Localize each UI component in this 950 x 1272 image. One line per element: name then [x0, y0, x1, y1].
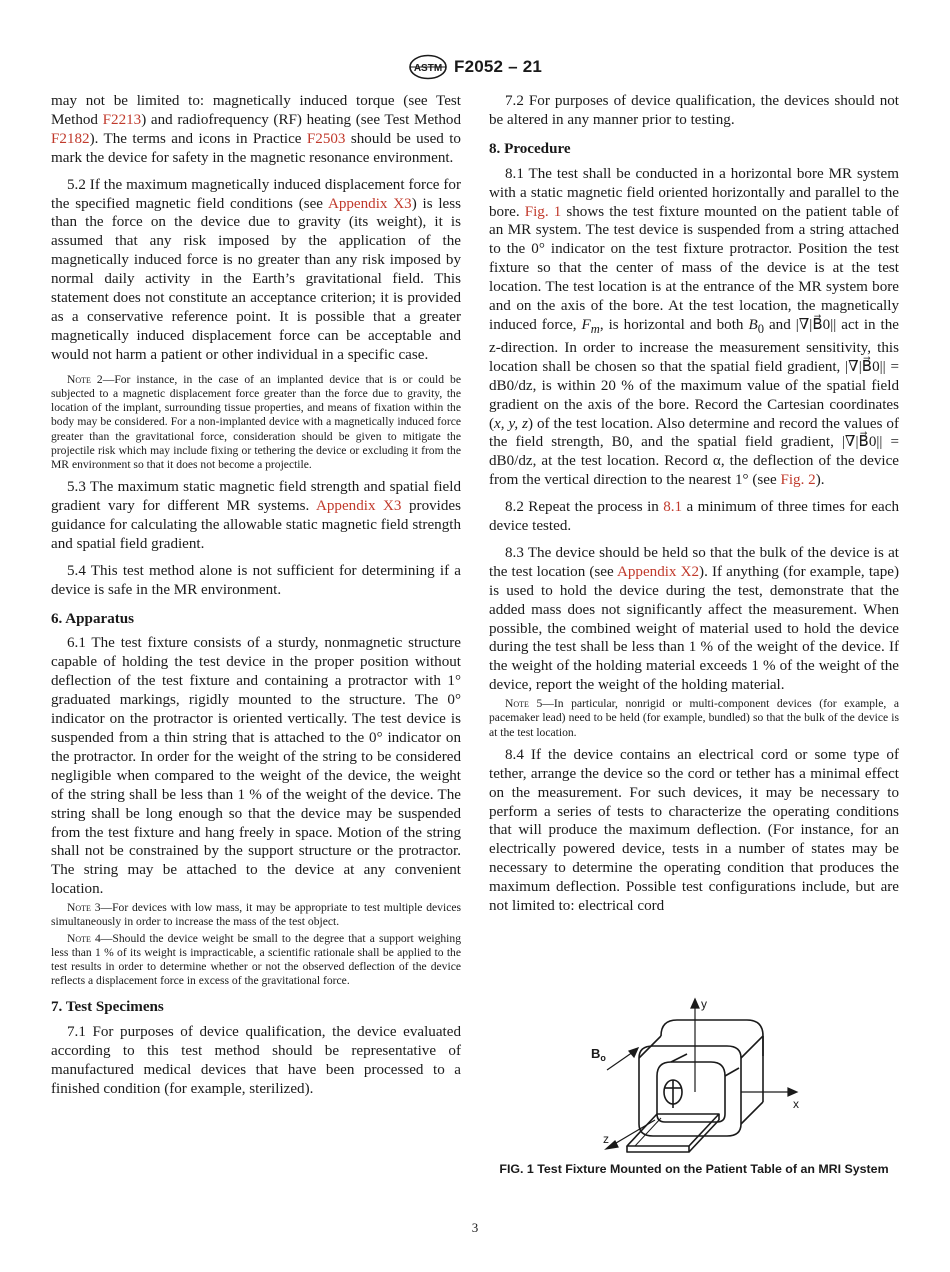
paragraph-7-2: 7.2 For purposes of device qualification, the devices should not be altered in any manner prior to testing.: [489, 93, 899, 128]
figure-1: [489, 996, 899, 1178]
link-f2503[interactable]: F2503: [306, 130, 346, 147]
link-section-8-1[interactable]: 8.1: [663, 499, 683, 516]
svg-text:ASTM: ASTM: [413, 63, 443, 74]
paragraph-5-3: 5.3 The maximum static magnetic field strength and spatial field gradient vary for different MR systems. Appendix X3 provides guidance for calculating the allowable static magnetic field strength and spatial field gradient.: [51, 479, 461, 552]
section-heading-apparatus: 6. Apparatus: [51, 610, 135, 627]
left-column: [51, 92, 461, 1107]
link-f2182[interactable]: F2182: [51, 130, 90, 147]
paragraph-8-1: 8.1 The test shall be conducted in a horizontal bore MR system with a static magnetic field oriented horizontally and parallel to the bore. Fig. 1 shows the test fixture mounted on the patient table of an MR system. The test device is suspended from a string attached to the 0° indicator on the test fixture protractor. Position the test fixture so that the center of mass of the device is at the test location. The test location is at the entrance of the MR system bore and on the axis of the bore. At the test location, the magnetically induced force, $F_m$, is horizontal and both $B_0$ and |∇|B⃗0|| act in the z-direction. In order to increase the measurement sensitivity, this location shall be chosen so that the spatial field gradient, |∇|B⃗0|| = dB0/dz, is within 20 % of the maximum value of the spatial field gradient on the axis of the bore. Record the Cartesian coordinates (x, y, z) of the test location. Also determine and record the values of the field strength, B0, and the spatial field gradient, |∇|B⃗0|| = dB0/dz, at the test location. Record α, the deflection of the device from the vertical direction to the nearest 1° (see Fig. 2).: [489, 165, 899, 489]
page-number: 3: [471, 1220, 479, 1235]
link-appendix-x3[interactable]: Appendix X3: [327, 195, 412, 212]
note-3: Note 3—For devices with low mass, it may be appropriate to test multiple devices simultaneously in order to increase the mass of the test object.: [51, 901, 461, 929]
link-f2213[interactable]: F2213: [102, 111, 142, 128]
page-header: [0, 54, 950, 85]
link-appendix-x2[interactable]: Appendix X2: [616, 563, 700, 580]
paragraph-8-2: 8.2 Repeat the process in 8.1 a minimum of three times for each device tested.: [489, 499, 900, 535]
note-2: Note 2—For instance, in the case of an implanted device that is or could be subjected to a magnetic displacement force greater than the force due to gravity, the location of the implant, surrounding tissue properties, and means of fixation within the body may be considered. For a non-implanted device with a magnetically induced force greater than the gravitational force, consideration should be given to mitigate the projectile risk which may include fixing or tethering the device or excluding it from the MR environment so that it does not become a projectile.: [51, 372, 461, 471]
paragraph-5-1-continued: may not be limited to: magnetically induced torque (see Test Method F2213) and radiofrequency (RF) heating (see Test Method F2182). The terms and icons in Practice F2503 should be used to mark the device for safety in the magnetic resonance environment.: [51, 93, 461, 166]
right-column: [489, 92, 899, 924]
note-5: Note 5—In particular, nonrigid or multi-component devices (for example, a pacemaker lead) need to be held (for example, bundled) so that the bulk of the device is at the test location.: [489, 697, 900, 739]
paragraph-8-3: 8.3 The device should be held so that the bulk of the device is at the test location (see Appendix X2). If anything (for example, tape) is used to hold the device during the test, demonstrate that the added mass does not significantly affect the measurement. When possible, the combined weight of material used to hold the device during the test shall be less than 1 % of the weight of the device. If the weight of the holding material exceeds 1 % of the weight of the device, report the weight of the holding material.: [489, 544, 899, 694]
axis-label-y: y: [701, 997, 707, 1011]
mri-bore-diagram: [569, 996, 819, 1156]
astm-logo-icon: [408, 54, 448, 80]
figure-caption: FIG. 1 Test Fixture Mounted on the Patient Table of an MRI System: [499, 1162, 889, 1176]
link-fig-2[interactable]: Fig. 2: [780, 472, 816, 489]
section-heading-procedure: 8. Procedure: [489, 140, 571, 157]
paragraph-7-1: 7.1 For purposes of device qualification, the device evaluated according to this test method should be representative of manufactured medical devices that have been processed to a finished condition (for example, sterilized).: [51, 1024, 461, 1097]
section-heading-test-specimens: 7. Test Specimens: [51, 999, 164, 1016]
paragraph-5-2: 5.2 If the maximum magnetically induced displacement force for the specified magnetic field conditions (see Appendix X3) is less than the force on the device due to gravity (its weight), it is assumed that any risk imposed by the application of the magnetically induced force is no greater than any risk imposed by normal daily activity in the Earth’s gravitational field. This statement does not constitute an acceptance criterion; it is provided as a conservative reference point. It is possible that a greater magnetically induced displacement force can be acceptable and would not harm a patient or other individual in a specific case.: [51, 176, 461, 363]
field-label-b0: $B_o$: [591, 1046, 606, 1063]
standard-number: F2052 – 21: [453, 57, 542, 76]
paragraph-5-4: 5.4 This test method alone is not sufficient for determining if a device is safe in the MR environment.: [51, 562, 461, 598]
axis-label-z: z: [603, 1132, 609, 1146]
link-fig-1[interactable]: Fig. 1: [524, 203, 562, 220]
paragraph-8-4: 8.4 If the device contains an electrical cord or some type of tether, arrange the device so the cord or tether has a minimal effect on the measurement. For such devices, it may be necessary to perform a series of tests to characterize the operating conditions that will produce the maximum deflection. (For instance, for an electrically powered device, tests in a number of states may be necessary to determine the operating condition that produces the maximum deflection. Possible test configurations include, but are not limited to: electrical cord: [489, 746, 899, 915]
link-appendix-x3[interactable]: Appendix X3: [315, 498, 402, 515]
axis-label-x: x: [793, 1097, 799, 1111]
note-4: Note 4—Should the device weight be small to the degree that a support weighing less than 1 % of its weight is impracticable, a scientific rationale shall be applied to the test results in order to determine whether or not the observed deflection of the device reflects a displacement force in excess of the gravitational force.: [51, 931, 461, 988]
paragraph-6-1: 6.1 The test fixture consists of a sturdy, nonmagnetic structure capable of holding the test device in the proper position without deflection of the test fixture and containing a protractor with 1° graduated markings, rigidly mounted to the structure. The 0° indicator on the protractor is oriented vertically. The test device is suspended from a thin string that is attached to the 0° indicator on the protractor. In order for the weight of the string to be considered negligible when compared to the weight of the device, the weight of the string shall be less than 1 % of the weight of the device. The string shall be long enough so that the device may be suspended from the test fixture and hang freely in space. Motion of the string shall not be constrained by the support structure or the protractor. The string may be attached to the device at any convenient location.: [51, 635, 461, 898]
